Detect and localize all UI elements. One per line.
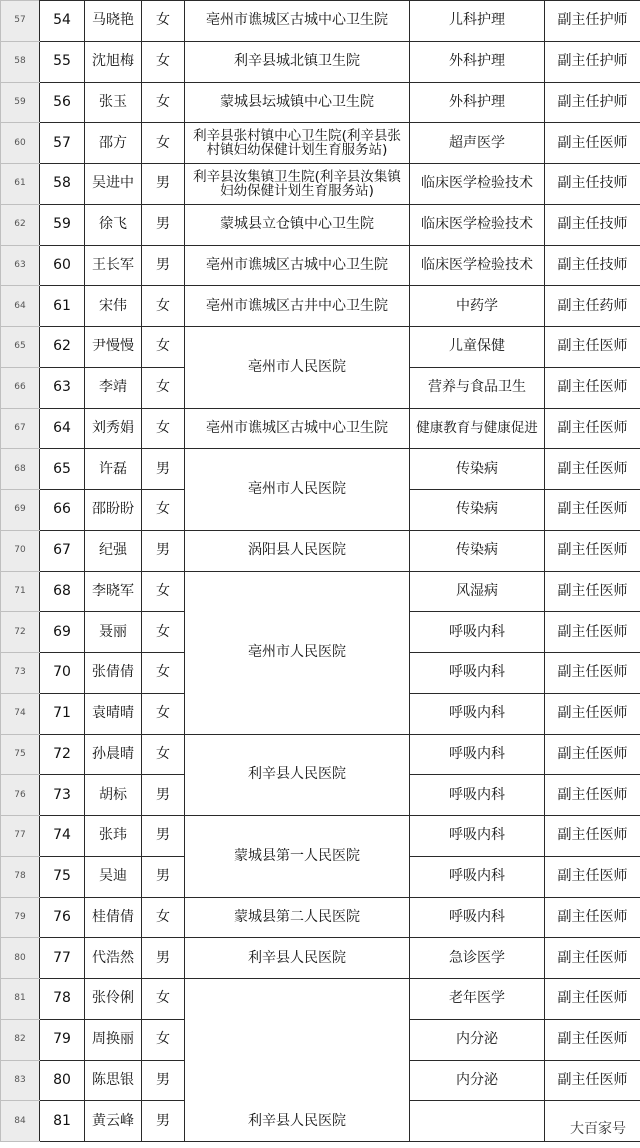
gender-cell[interactable]: 女 bbox=[142, 653, 185, 694]
seq-cell[interactable]: 54 bbox=[40, 1, 85, 42]
unit-cell[interactable]: 利辛县人民医院 bbox=[185, 734, 410, 816]
name-cell[interactable]: 马晓艳 bbox=[85, 1, 142, 42]
row-header[interactable]: 60 bbox=[1, 123, 40, 164]
major-cell[interactable]: 内分泌 bbox=[410, 1060, 545, 1101]
unit-cell[interactable]: 亳州市谯城区古城中心卫生院 bbox=[185, 408, 410, 449]
seq-cell[interactable]: 64 bbox=[40, 408, 85, 449]
title-cell[interactable]: 副主任医师 bbox=[545, 612, 640, 653]
seq-cell[interactable]: 65 bbox=[40, 449, 85, 490]
major-cell[interactable]: 急诊医学 bbox=[410, 938, 545, 979]
unit-cell[interactable]: 亳州市人民医院 bbox=[185, 327, 410, 409]
title-cell[interactable]: 副主任医师 bbox=[545, 775, 640, 816]
unit-cell[interactable]: 利辛县人民医院 bbox=[185, 938, 410, 979]
name-cell[interactable]: 邵盼盼 bbox=[85, 490, 142, 531]
table-row[interactable] bbox=[1, 897, 640, 938]
name-cell[interactable]: 张玉 bbox=[85, 82, 142, 123]
major-cell[interactable]: 儿童保健 bbox=[410, 327, 545, 368]
table-row[interactable] bbox=[1, 816, 640, 857]
name-cell[interactable]: 张伶俐 bbox=[85, 979, 142, 1020]
table-row[interactable] bbox=[1, 938, 640, 979]
gender-cell[interactable]: 女 bbox=[142, 82, 185, 123]
unit-cell[interactable]: 蒙城县坛城镇中心卫生院 bbox=[185, 82, 410, 123]
title-cell[interactable]: 副主任医师 bbox=[545, 490, 640, 531]
row-header[interactable]: 59 bbox=[1, 82, 40, 123]
seq-cell[interactable]: 58 bbox=[40, 164, 85, 205]
table-row[interactable] bbox=[1, 571, 640, 612]
title-cell[interactable]: 副主任医师 bbox=[545, 734, 640, 775]
title-cell[interactable]: 副主任药师 bbox=[545, 286, 640, 327]
name-cell[interactable]: 张倩倩 bbox=[85, 653, 142, 694]
unit-cell[interactable]: 蒙城县立仓镇中心卫生院 bbox=[185, 204, 410, 245]
major-cell[interactable]: 临床医学检验技术 bbox=[410, 204, 545, 245]
seq-cell[interactable]: 79 bbox=[40, 1019, 85, 1060]
name-cell[interactable]: 徐飞 bbox=[85, 204, 142, 245]
unit-cell[interactable]: 亳州市谯城区古城中心卫生院 bbox=[185, 245, 410, 286]
row-header[interactable]: 66 bbox=[1, 367, 40, 408]
title-cell[interactable]: 副主任护师 bbox=[545, 1, 640, 42]
seq-cell[interactable]: 76 bbox=[40, 897, 85, 938]
watermark-text: 大百家号 bbox=[570, 1121, 626, 1137]
name-cell[interactable]: 代浩然 bbox=[85, 938, 142, 979]
name-cell[interactable]: 吴迪 bbox=[85, 856, 142, 897]
major-cell[interactable]: 传染病 bbox=[410, 449, 545, 490]
gender-cell[interactable]: 女 bbox=[142, 327, 185, 368]
row-header[interactable]: 70 bbox=[1, 530, 40, 571]
seq-cell[interactable]: 57 bbox=[40, 123, 85, 164]
table-row[interactable] bbox=[1, 530, 640, 571]
gender-cell[interactable]: 女 bbox=[142, 897, 185, 938]
seq-cell[interactable]: 71 bbox=[40, 693, 85, 734]
name-cell[interactable]: 宋伟 bbox=[85, 286, 142, 327]
unit-cell[interactable]: 利辛县汝集镇卫生院(利辛县汝集镇妇幼保健计划生育服务站) bbox=[185, 164, 410, 205]
major-cell[interactable]: 呼吸内科 bbox=[410, 734, 545, 775]
unit-cell[interactable]: 亳州市谯城区古井中心卫生院 bbox=[185, 286, 410, 327]
gender-cell[interactable]: 女 bbox=[142, 612, 185, 653]
name-cell[interactable]: 纪强 bbox=[85, 530, 142, 571]
major-cell[interactable]: 临床医学检验技术 bbox=[410, 164, 545, 205]
major-cell[interactable]: 中药学 bbox=[410, 286, 545, 327]
table-row[interactable] bbox=[1, 449, 640, 490]
gender-cell[interactable]: 男 bbox=[142, 856, 185, 897]
title-cell[interactable]: 副主任医师 bbox=[545, 653, 640, 694]
title-cell[interactable]: 副主任医师 bbox=[545, 1060, 640, 1101]
gender-cell[interactable]: 男 bbox=[142, 245, 185, 286]
title-cell[interactable]: 副主任护师 bbox=[545, 41, 640, 82]
seq-cell[interactable]: 78 bbox=[40, 979, 85, 1020]
major-cell[interactable]: 外科护理 bbox=[410, 82, 545, 123]
table-row[interactable] bbox=[1, 979, 640, 1020]
gender-cell[interactable]: 男 bbox=[142, 938, 185, 979]
unit-cell[interactable]: 蒙城县第一人民医院 bbox=[185, 816, 410, 898]
name-cell[interactable]: 周换丽 bbox=[85, 1019, 142, 1060]
table-row[interactable] bbox=[1, 327, 640, 368]
table-row[interactable] bbox=[1, 408, 640, 449]
major-cell[interactable]: 健康教育与健康促进 bbox=[410, 408, 545, 449]
row-header[interactable]: 62 bbox=[1, 204, 40, 245]
major-cell[interactable]: 风湿病 bbox=[410, 571, 545, 612]
title-cell[interactable]: 副主任技师 bbox=[545, 245, 640, 286]
name-cell[interactable]: 李靖 bbox=[85, 367, 142, 408]
unit-cell[interactable]: 利辛县张村镇中心卫生院(利辛县张村镇妇幼保健计划生育服务站) bbox=[185, 123, 410, 164]
name-cell[interactable]: 胡标 bbox=[85, 775, 142, 816]
name-cell[interactable]: 邵方 bbox=[85, 123, 142, 164]
row-header[interactable]: 65 bbox=[1, 327, 40, 368]
name-cell[interactable]: 李晓军 bbox=[85, 571, 142, 612]
row-header[interactable]: 80 bbox=[1, 938, 40, 979]
gender-cell[interactable]: 女 bbox=[142, 41, 185, 82]
major-cell[interactable]: 呼吸内科 bbox=[410, 693, 545, 734]
row-header[interactable]: 81 bbox=[1, 979, 40, 1020]
name-cell[interactable]: 陈思银 bbox=[85, 1060, 142, 1101]
major-cell[interactable]: 外科护理 bbox=[410, 41, 545, 82]
major-cell[interactable]: 传染病 bbox=[410, 490, 545, 531]
name-cell[interactable]: 许磊 bbox=[85, 449, 142, 490]
gender-cell[interactable]: 女 bbox=[142, 123, 185, 164]
major-cell[interactable]: 临床医学检验技术 bbox=[410, 245, 545, 286]
seq-cell[interactable]: 80 bbox=[40, 1060, 85, 1101]
row-header[interactable]: 71 bbox=[1, 571, 40, 612]
name-cell[interactable]: 尹慢慢 bbox=[85, 327, 142, 368]
row-header[interactable]: 77 bbox=[1, 816, 40, 857]
gender-cell[interactable]: 女 bbox=[142, 286, 185, 327]
gender-cell[interactable]: 女 bbox=[142, 693, 185, 734]
seq-cell[interactable]: 56 bbox=[40, 82, 85, 123]
title-cell[interactable]: 副主任医师 bbox=[545, 938, 640, 979]
name-cell[interactable]: 刘秀娟 bbox=[85, 408, 142, 449]
row-header[interactable]: 83 bbox=[1, 1060, 40, 1101]
gender-cell[interactable]: 女 bbox=[142, 734, 185, 775]
gender-cell[interactable]: 男 bbox=[142, 164, 185, 205]
major-cell[interactable]: 呼吸内科 bbox=[410, 775, 545, 816]
seq-cell[interactable]: 68 bbox=[40, 571, 85, 612]
title-cell[interactable]: 副主任技师 bbox=[545, 164, 640, 205]
major-cell[interactable]: 呼吸内科 bbox=[410, 653, 545, 694]
major-cell[interactable]: 呼吸内科 bbox=[410, 897, 545, 938]
row-header[interactable]: 63 bbox=[1, 245, 40, 286]
gender-cell[interactable]: 女 bbox=[142, 367, 185, 408]
title-cell[interactable]: 副主任医师 bbox=[545, 530, 640, 571]
title-cell[interactable]: 副主任医师 bbox=[545, 571, 640, 612]
row-header[interactable]: 64 bbox=[1, 286, 40, 327]
gender-cell[interactable]: 男 bbox=[142, 816, 185, 857]
unit-cell[interactable]: 利辛县城北镇卫生院 bbox=[185, 41, 410, 82]
unit-cell[interactable]: 利辛县人民医院 bbox=[185, 979, 410, 1142]
table-row[interactable] bbox=[1, 82, 640, 123]
row-header[interactable]: 61 bbox=[1, 164, 40, 205]
unit-cell[interactable]: 蒙城县第二人民医院 bbox=[185, 897, 410, 938]
title-cell[interactable]: 副主任医师 bbox=[545, 816, 640, 857]
gender-cell[interactable]: 男 bbox=[142, 204, 185, 245]
name-cell[interactable]: 袁晴晴 bbox=[85, 693, 142, 734]
seq-cell[interactable]: 81 bbox=[40, 1101, 85, 1142]
major-cell[interactable]: 呼吸内科 bbox=[410, 816, 545, 857]
title-cell[interactable]: 副主任医师 bbox=[545, 367, 640, 408]
title-cell[interactable]: 副主任技师 bbox=[545, 204, 640, 245]
seq-cell[interactable]: 60 bbox=[40, 245, 85, 286]
row-header[interactable]: 76 bbox=[1, 775, 40, 816]
gender-cell[interactable]: 女 bbox=[142, 1, 185, 42]
unit-cell[interactable]: 亳州市谯城区古城中心卫生院 bbox=[185, 1, 410, 42]
row-header[interactable]: 72 bbox=[1, 612, 40, 653]
major-cell[interactable]: 超声医学 bbox=[410, 123, 545, 164]
row-header[interactable]: 69 bbox=[1, 490, 40, 531]
seq-cell[interactable]: 67 bbox=[40, 530, 85, 571]
name-cell[interactable]: 聂丽 bbox=[85, 612, 142, 653]
name-cell[interactable]: 桂倩倩 bbox=[85, 897, 142, 938]
table-row[interactable] bbox=[1, 164, 640, 205]
seq-cell[interactable]: 77 bbox=[40, 938, 85, 979]
seq-cell[interactable]: 73 bbox=[40, 775, 85, 816]
table-row[interactable] bbox=[1, 204, 640, 245]
row-header[interactable]: 73 bbox=[1, 653, 40, 694]
major-cell[interactable]: 内分泌 bbox=[410, 1019, 545, 1060]
table-row[interactable] bbox=[1, 286, 640, 327]
gender-cell[interactable]: 男 bbox=[142, 1101, 185, 1142]
row-header[interactable]: 57 bbox=[1, 1, 40, 42]
name-cell[interactable]: 张玮 bbox=[85, 816, 142, 857]
gender-cell[interactable]: 男 bbox=[142, 530, 185, 571]
row-header[interactable]: 58 bbox=[1, 41, 40, 82]
gender-cell[interactable]: 女 bbox=[142, 490, 185, 531]
row-header[interactable]: 67 bbox=[1, 408, 40, 449]
title-cell[interactable]: 副主任医师 bbox=[545, 449, 640, 490]
table-row[interactable] bbox=[1, 245, 640, 286]
title-cell[interactable]: 副主任医师 bbox=[545, 856, 640, 897]
seq-cell[interactable]: 69 bbox=[40, 612, 85, 653]
row-header[interactable]: 84 bbox=[1, 1101, 40, 1142]
seq-cell[interactable]: 75 bbox=[40, 856, 85, 897]
gender-cell[interactable]: 男 bbox=[142, 775, 185, 816]
row-header[interactable]: 68 bbox=[1, 449, 40, 490]
gender-cell[interactable]: 男 bbox=[142, 449, 185, 490]
row-header[interactable]: 82 bbox=[1, 1019, 40, 1060]
gender-cell[interactable]: 女 bbox=[142, 571, 185, 612]
title-cell[interactable]: 副主任医师 bbox=[545, 408, 640, 449]
table-row[interactable] bbox=[1, 734, 640, 775]
name-cell[interactable]: 王长军 bbox=[85, 245, 142, 286]
title-cell[interactable]: 副主任医师 bbox=[545, 327, 640, 368]
title-cell[interactable]: 副主任医师 bbox=[545, 897, 640, 938]
major-cell[interactable]: 营养与食品卫生 bbox=[410, 367, 545, 408]
title-cell[interactable]: 副主任医师 bbox=[545, 1019, 640, 1060]
major-cell[interactable]: 呼吸内科 bbox=[410, 612, 545, 653]
unit-cell[interactable]: 亳州市人民医院 bbox=[185, 571, 410, 734]
major-cell[interactable]: 老年医学 bbox=[410, 979, 545, 1020]
row-header[interactable]: 79 bbox=[1, 897, 40, 938]
seq-cell[interactable]: 63 bbox=[40, 367, 85, 408]
gender-cell[interactable]: 女 bbox=[142, 408, 185, 449]
major-cell[interactable]: 儿科护理 bbox=[410, 1, 545, 42]
seq-cell[interactable]: 72 bbox=[40, 734, 85, 775]
name-cell[interactable]: 黄云峰 bbox=[85, 1101, 142, 1142]
row-header[interactable]: 75 bbox=[1, 734, 40, 775]
seq-cell[interactable]: 62 bbox=[40, 327, 85, 368]
title-cell[interactable]: 副主任护师 bbox=[545, 82, 640, 123]
seq-cell[interactable]: 74 bbox=[40, 816, 85, 857]
row-header[interactable]: 78 bbox=[1, 856, 40, 897]
major-cell[interactable] bbox=[410, 1101, 545, 1142]
title-cell[interactable]: 副主任医师 bbox=[545, 123, 640, 164]
major-cell[interactable]: 呼吸内科 bbox=[410, 856, 545, 897]
seq-cell[interactable]: 61 bbox=[40, 286, 85, 327]
table-row[interactable] bbox=[1, 41, 640, 82]
seq-cell[interactable]: 66 bbox=[40, 490, 85, 531]
name-cell[interactable]: 孙晨晴 bbox=[85, 734, 142, 775]
title-cell[interactable]: 副主任医师 bbox=[545, 979, 640, 1020]
name-cell[interactable]: 吴进中 bbox=[85, 164, 142, 205]
unit-cell[interactable]: 涡阳县人民医院 bbox=[185, 530, 410, 571]
major-cell[interactable]: 传染病 bbox=[410, 530, 545, 571]
seq-cell[interactable]: 59 bbox=[40, 204, 85, 245]
table-row[interactable] bbox=[1, 1, 640, 42]
seq-cell[interactable]: 70 bbox=[40, 653, 85, 694]
name-cell[interactable]: 沈旭梅 bbox=[85, 41, 142, 82]
table-row[interactable] bbox=[1, 123, 640, 164]
title-cell[interactable]: 副主任医师 bbox=[545, 693, 640, 734]
gender-cell[interactable]: 女 bbox=[142, 1019, 185, 1060]
gender-cell[interactable]: 女 bbox=[142, 979, 185, 1020]
row-header[interactable]: 74 bbox=[1, 693, 40, 734]
seq-cell[interactable]: 55 bbox=[40, 41, 85, 82]
unit-cell[interactable]: 亳州市人民医院 bbox=[185, 449, 410, 531]
gender-cell[interactable]: 男 bbox=[142, 1060, 185, 1101]
